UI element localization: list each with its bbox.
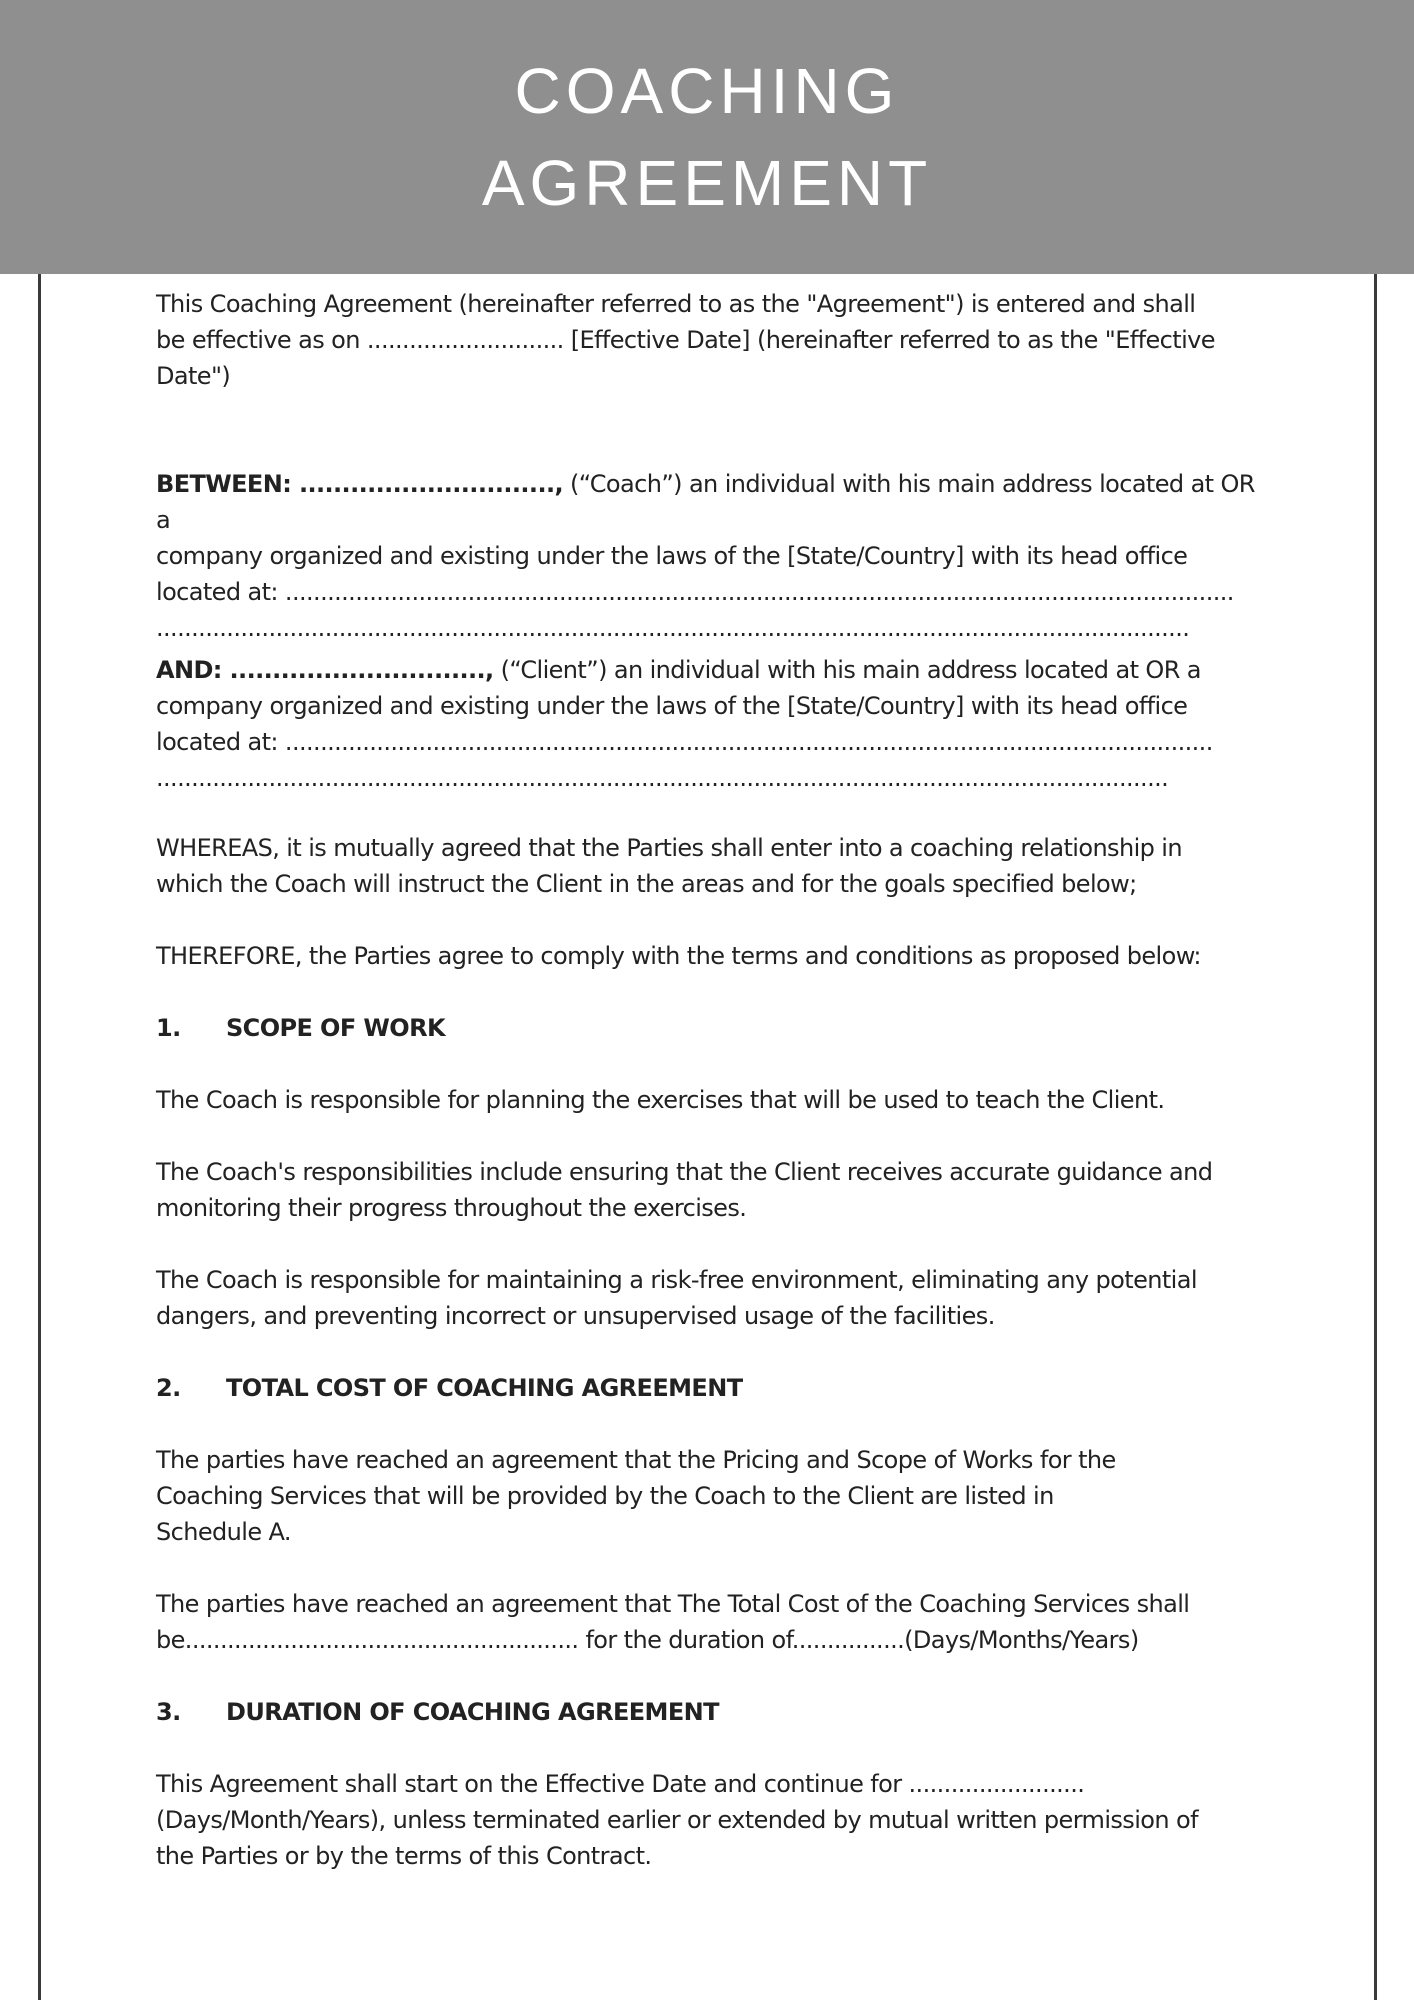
page-border-left	[38, 274, 41, 2000]
and-label: AND: ..............................,	[156, 656, 494, 684]
between-line: company organized and existing under the laws of the [State/Country] with its head office	[156, 542, 1188, 570]
document-body	[156, 286, 1256, 1874]
whereas-line: WHEREAS, it is mutually agreed that the Parties shall enter into a coaching relationship in	[156, 834, 1182, 862]
between-label: BETWEEN: ..............................,	[156, 470, 563, 498]
between-line	[156, 466, 1256, 538]
scope-line: dangers, and preventing incorrect or unsupervised usage of the facilities.	[156, 1302, 995, 1330]
scope-line: The Coach's responsibilities include ensuring that the Client receives accurate guidance and	[156, 1158, 1213, 1186]
title-line-2: AGREEMENT	[481, 147, 933, 219]
duration-line: the Parties or by the terms of this Contract.	[156, 1842, 652, 1870]
section-heading-cost	[156, 1370, 1256, 1406]
intro-line: This Coaching Agreement (hereinafter referred to as the "Agreement") is entered and shall	[156, 290, 1196, 318]
between-address-line: located at: .......................................................................................................................................	[156, 578, 1234, 606]
scope-line: monitoring their progress throughout the exercises.	[156, 1194, 747, 1222]
cost-line: The parties have reached an agreement that The Total Cost of the Coaching Services shall	[156, 1590, 1190, 1618]
section-number: 2.	[156, 1374, 181, 1402]
and-text: (“Client”) an individual with his main address located at OR a	[493, 656, 1201, 684]
section-title: DURATION OF COACHING AGREEMENT	[226, 1698, 719, 1726]
and-line: company organized and existing under the laws of the [State/Country] with its head office	[156, 692, 1188, 720]
section-number: 3.	[156, 1698, 181, 1726]
therefore-paragraph: THEREFORE, the Parties agree to comply with the terms and conditions as proposed below:	[156, 942, 1201, 970]
between-paragraph	[156, 466, 1256, 646]
cost-paragraph	[156, 1442, 1256, 1550]
intro-line: be effective as on ............................ [Effective Date] (hereinafter referred to as the "Effective	[156, 326, 1215, 354]
whereas-paragraph	[156, 830, 1256, 902]
scope-paragraph	[156, 1262, 1256, 1334]
scope-paragraph	[156, 1154, 1256, 1226]
whereas-line: which the Coach will instruct the Client in the areas and for the goals specified below;	[156, 870, 1137, 898]
between-text: (“Coach”) an individual with his main address located at OR a	[156, 470, 1255, 534]
and-paragraph	[156, 652, 1256, 796]
intro-line: Date")	[156, 362, 231, 390]
cost-line: Schedule A.	[156, 1518, 291, 1546]
scope-paragraph: The Coach is responsible for planning the exercises that will be used to teach the Client.	[156, 1086, 1165, 1114]
page-border-right	[1374, 274, 1377, 2000]
section-number: 1.	[156, 1014, 181, 1042]
cost-line: Coaching Services that will be provided by the Coach to the Client are listed in	[156, 1482, 1054, 1510]
between-address-line: ...................................................................................................................................................	[156, 614, 1190, 642]
duration-line: This Agreement shall start on the Effective Date and continue for .........................	[156, 1770, 1085, 1798]
cost-line: The parties have reached an agreement that the Pricing and Scope of Works for the	[156, 1446, 1116, 1474]
and-line	[156, 652, 1256, 688]
section-heading-scope	[156, 1010, 1256, 1046]
duration-line: (Days/Month/Years), unless terminated earlier or extended by mutual written permission of	[156, 1806, 1198, 1834]
section-heading-duration	[156, 1694, 1256, 1730]
and-address-line: located at: ....................................................................................................................................	[156, 728, 1213, 756]
scope-line: The Coach is responsible for maintaining a risk-free environment, eliminating any potential	[156, 1266, 1197, 1294]
section-title: TOTAL COST OF COACHING AGREEMENT	[226, 1374, 743, 1402]
and-address-line: ................................................................................................................................................	[156, 764, 1169, 792]
cost-paragraph	[156, 1586, 1256, 1658]
section-title: SCOPE OF WORK	[226, 1014, 445, 1042]
title-line-1: COACHING	[514, 55, 900, 127]
duration-paragraph	[156, 1766, 1256, 1874]
title-banner	[0, 0, 1414, 274]
intro-paragraph	[156, 286, 1256, 394]
cost-line: be........................................................ for the duration of................(Days/Months/Years)	[156, 1626, 1139, 1654]
